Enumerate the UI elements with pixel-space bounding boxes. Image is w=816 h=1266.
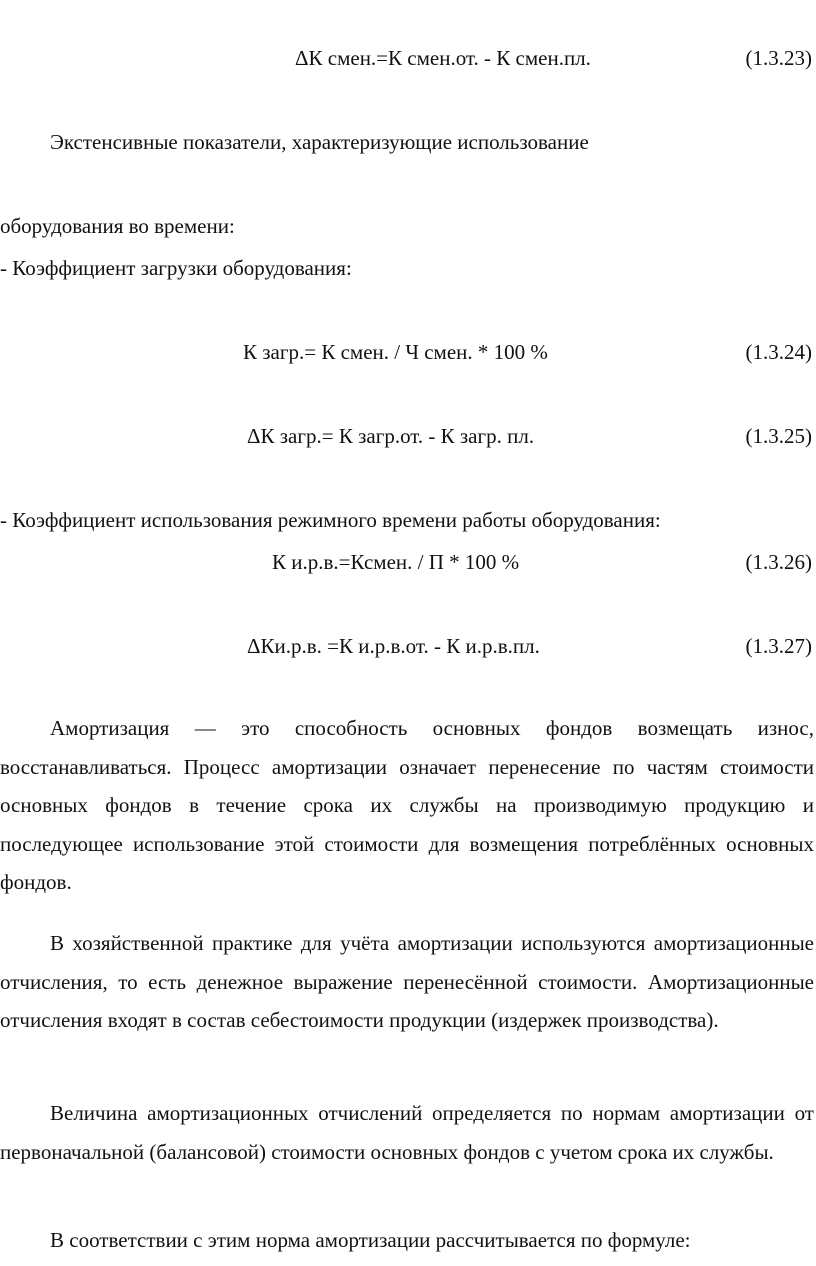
extensive-indicators-line-1: Экстенсивные показатели, характеризующие использование bbox=[50, 130, 589, 154]
paragraph-norm-formula: В соответствии с этим норма амортизации рассчитывается по формуле: bbox=[50, 1228, 691, 1252]
formula-1-3-26: К и.р.в.=Ксмен. / П * 100 % bbox=[272, 550, 520, 574]
paragraph-economic-practice: В хозяйственной практике для учёта амортизации используются амортизационные отчисления, то есть денежное выражение перенесённой стоимости. Амортизационные отчисления входят в состав себестоимости продукции (издержек производства). bbox=[0, 931, 814, 1032]
mode-time-coefficient-label: - Коэффициент использования режимного времени работы оборудования: bbox=[0, 508, 661, 532]
equation-number-1-3-26: (1.3.26) bbox=[745, 550, 812, 574]
equation-number-1-3-27: (1.3.27) bbox=[745, 634, 812, 658]
equation-number-1-3-23: (1.3.23) bbox=[745, 46, 812, 70]
formula-1-3-25: ΔК загр.= К загр.от. - К загр. пл. bbox=[247, 424, 535, 448]
extensive-indicators-line-2: оборудования во времени: bbox=[0, 214, 235, 238]
paragraph-amortization-definition: Амортизация — это способность основных фондов возмещать износ, восстанавливаться. Процесс амортизации означает перенесение по частям стоимости основных фондов в течение срока их службы на производимую продукцию и последующее использование этой стоимости для возмещения потреблённых основных фондов. bbox=[0, 716, 814, 894]
load-coefficient-label: - Коэффициент загрузки оборудования: bbox=[0, 256, 352, 280]
formula-1-3-24: К загр.= К смен. / Ч смен. * 100 % bbox=[243, 340, 548, 364]
equation-number-1-3-24: (1.3.24) bbox=[745, 340, 812, 364]
paragraph-deduction-value: Величина амортизационных отчислений определяется по нормам амортизации от первоначальной (балансовой) стоимости основных фондов с учетом срока их службы. bbox=[0, 1101, 814, 1164]
equation-number-1-3-25: (1.3.25) bbox=[745, 424, 812, 448]
formula-1-3-27: ΔКи.р.в. =К и.р.в.от. - К и.р.в.пл. bbox=[247, 634, 540, 658]
formula-1-3-23: ΔК смен.=К смен.от. - К смен.пл. bbox=[295, 46, 591, 70]
